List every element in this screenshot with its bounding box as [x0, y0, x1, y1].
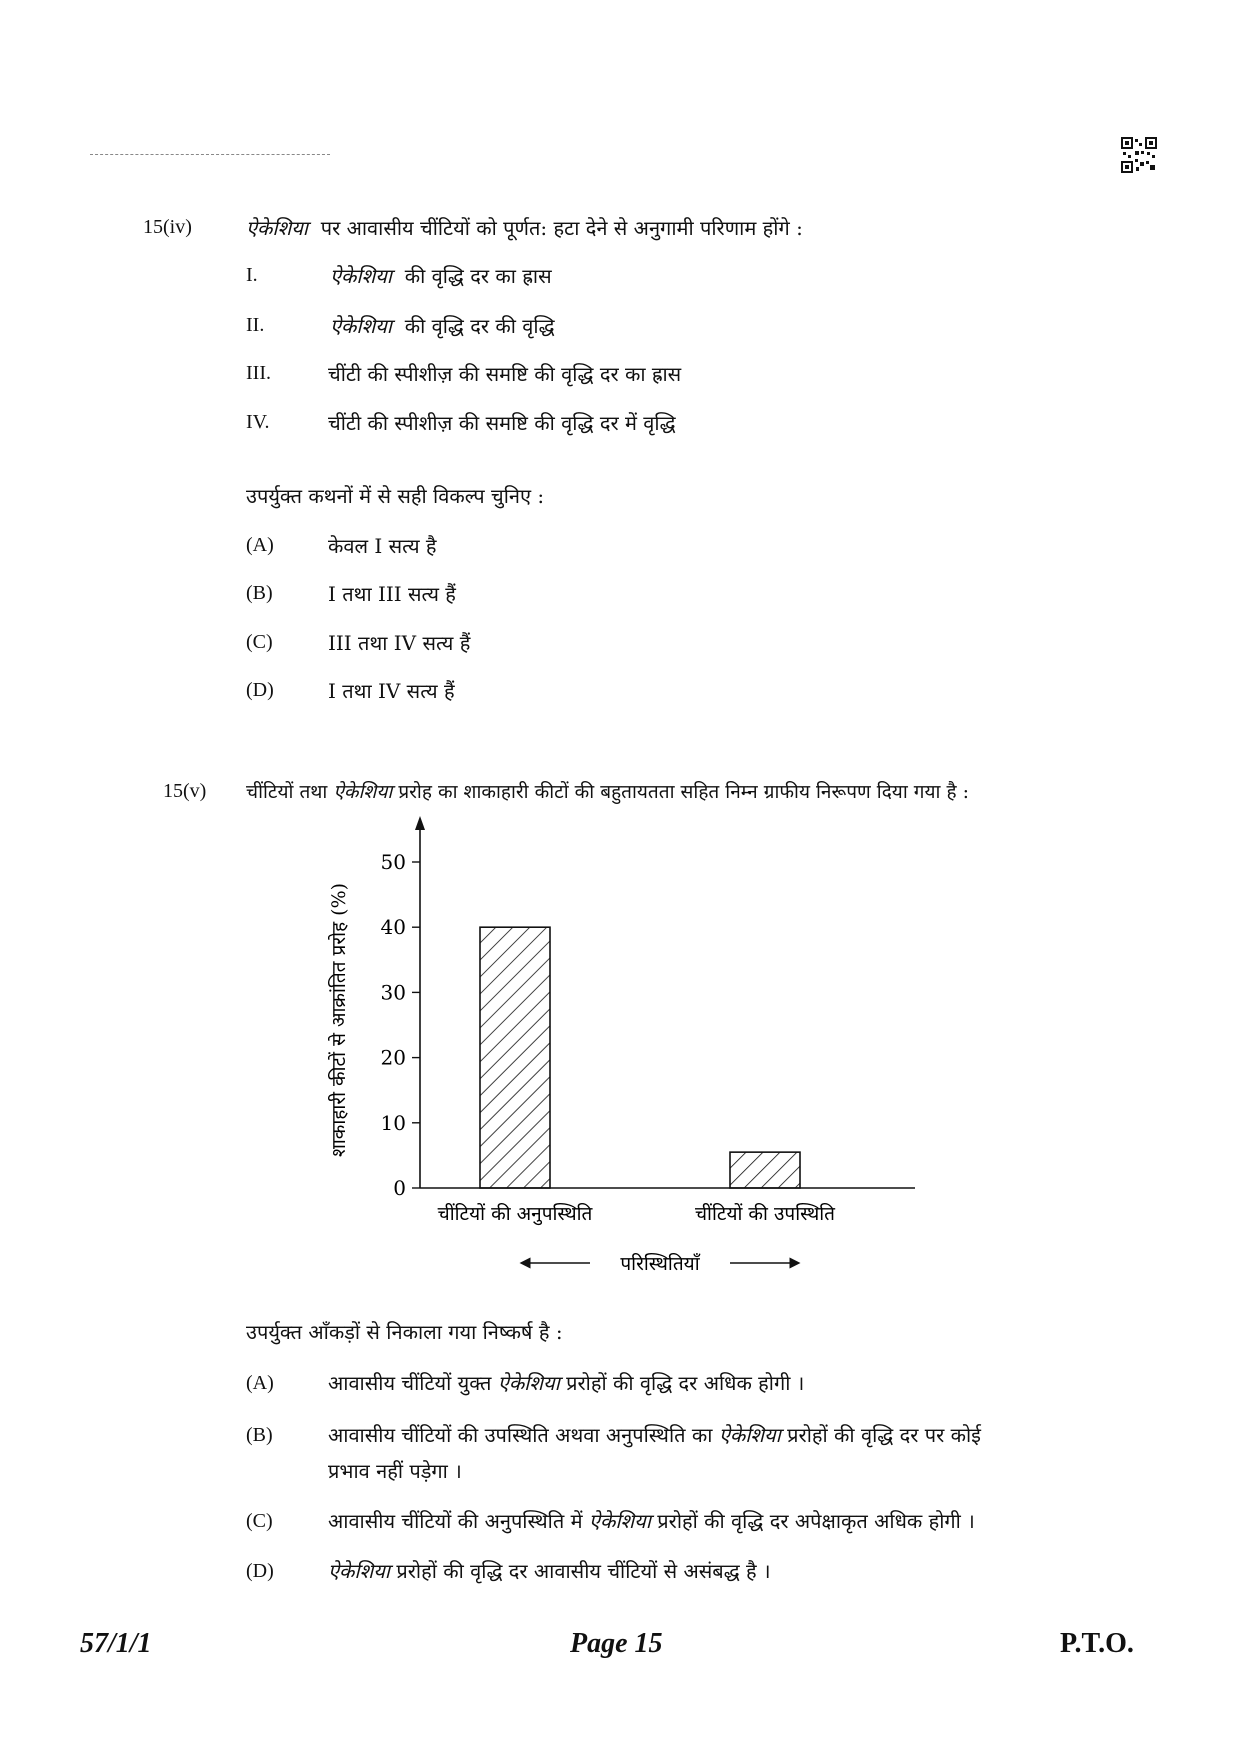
statement-body: की वृद्धि दर की वृद्धि: [404, 314, 555, 338]
option-text: [328, 1507, 975, 1534]
option-body: आवासीय चींटियों युक्त: [328, 1371, 492, 1395]
x-tick-label: चींटियों की अनुपस्थिति: [437, 1203, 593, 1225]
pto-label: P.T.O.: [1060, 1628, 1134, 1659]
bar: [730, 1152, 800, 1188]
option-label: (C): [246, 1510, 273, 1532]
species-name: ऐकेशिया: [497, 1371, 560, 1395]
option-body: प्ररोहों की वृद्धि दर पर कोई: [787, 1423, 982, 1447]
y-axis-label: शाकाहारी कीटों से आक्रांतित प्ररोह (%): [328, 882, 350, 1158]
y-tick-label: 10: [380, 1110, 406, 1135]
statement-text: चींटी की स्पीशीज़ की समष्टि की वृद्धि दर में वृद्धि: [328, 411, 676, 435]
bar-chart: [300, 800, 950, 1290]
statement-label: IV.: [246, 411, 270, 433]
question-stem: [246, 214, 803, 241]
option-text: [328, 1421, 981, 1448]
option-label: (D): [246, 1560, 274, 1582]
species-name: ऐकेशिया: [328, 1559, 390, 1583]
option-label: (A): [246, 1372, 274, 1394]
paper-code: 57/1/1: [80, 1628, 152, 1659]
species-name: ऐकेशिया: [588, 1509, 651, 1533]
y-tick-label: 40: [380, 915, 406, 940]
option-body: प्ररोहों की वृद्धि दर अधिक होगी ।: [566, 1371, 805, 1395]
instruction: उपर्युक्त कथनों में से सही विकल्प चुनिए :: [246, 484, 545, 508]
species-name: ऐकेशिया: [330, 264, 392, 288]
option-text-continued: प्रभाव नहीं पड़ेगा ।: [328, 1459, 462, 1483]
option-text: [328, 1369, 804, 1396]
statement-label: II.: [246, 314, 265, 336]
species-name: ऐकेशिया: [718, 1423, 781, 1447]
question-number: 15(iv): [143, 216, 192, 238]
y-axis-arrow-icon: [415, 816, 425, 830]
species-name: ऐकेशिया: [246, 216, 308, 240]
option-body: आवासीय चींटियों की उपस्थिति अथवा अनुपस्थिति का: [328, 1423, 713, 1447]
option-label: (B): [246, 582, 273, 604]
statement-text: चींटी की स्पीशीज़ की समष्टि की वृद्धि दर का ह्रास: [328, 362, 682, 386]
statement-label: I.: [246, 264, 258, 286]
option-body: आवासीय चींटियों की अनुपस्थिति में: [328, 1509, 583, 1533]
stem-text: चींटियों तथा: [246, 781, 328, 803]
option-body: प्ररोहों की वृद्धि दर अपेक्षाकृत अधिक होगी ।: [657, 1509, 975, 1533]
statement-text: [330, 262, 552, 289]
page-number: Page 15: [570, 1628, 663, 1659]
statement-label: III.: [246, 362, 271, 384]
option-body: प्ररोहों की वृद्धि दर आवासीय चींटियों से असंबद्ध है ।: [396, 1559, 771, 1583]
option-text: I तथा IV सत्य हैं: [328, 679, 455, 703]
option-label: (B): [246, 1424, 273, 1446]
header-rule: [90, 154, 330, 155]
y-tick-label: 30: [380, 980, 406, 1005]
statement-text: [330, 312, 555, 339]
species-name: ऐकेशिया: [330, 314, 392, 338]
species-name: ऐकेशिया: [333, 781, 393, 803]
option-label: (D): [246, 679, 274, 701]
qr-code-icon: [1121, 137, 1157, 173]
x-tick-label: चींटियों की उपस्थिति: [694, 1203, 836, 1225]
question-number: 15(v): [163, 780, 207, 802]
y-tick-label: 50: [380, 850, 406, 874]
option-text: III तथा IV सत्य हैं: [328, 631, 471, 655]
option-text: I तथा III सत्य हैं: [328, 582, 456, 606]
option-text: केवल I सत्य है: [328, 534, 437, 558]
x-axis-label: परिस्थितियाँ: [620, 1253, 700, 1275]
statement-body: की वृद्धि दर का ह्रास: [404, 264, 552, 288]
conclusion-prompt: उपर्युक्त आँकड़ों से निकाला गया निष्कर्ष है :: [246, 1320, 563, 1344]
option-text: [328, 1557, 771, 1584]
stem-text: प्ररोह का शाकाहारी कीटों की बहुतायतता सहित निम्न ग्राफीय निरूपण दिया गया है :: [398, 781, 969, 803]
option-label: (A): [246, 534, 274, 556]
y-tick-label: 20: [380, 1045, 406, 1070]
option-label: (C): [246, 631, 273, 653]
bar: [480, 927, 550, 1188]
y-tick-label: 0: [393, 1176, 406, 1200]
stem-text: पर आवासीय चींटियों को पूर्णत: हटा देने से अनुगामी परिणाम होंगे :: [320, 216, 803, 240]
